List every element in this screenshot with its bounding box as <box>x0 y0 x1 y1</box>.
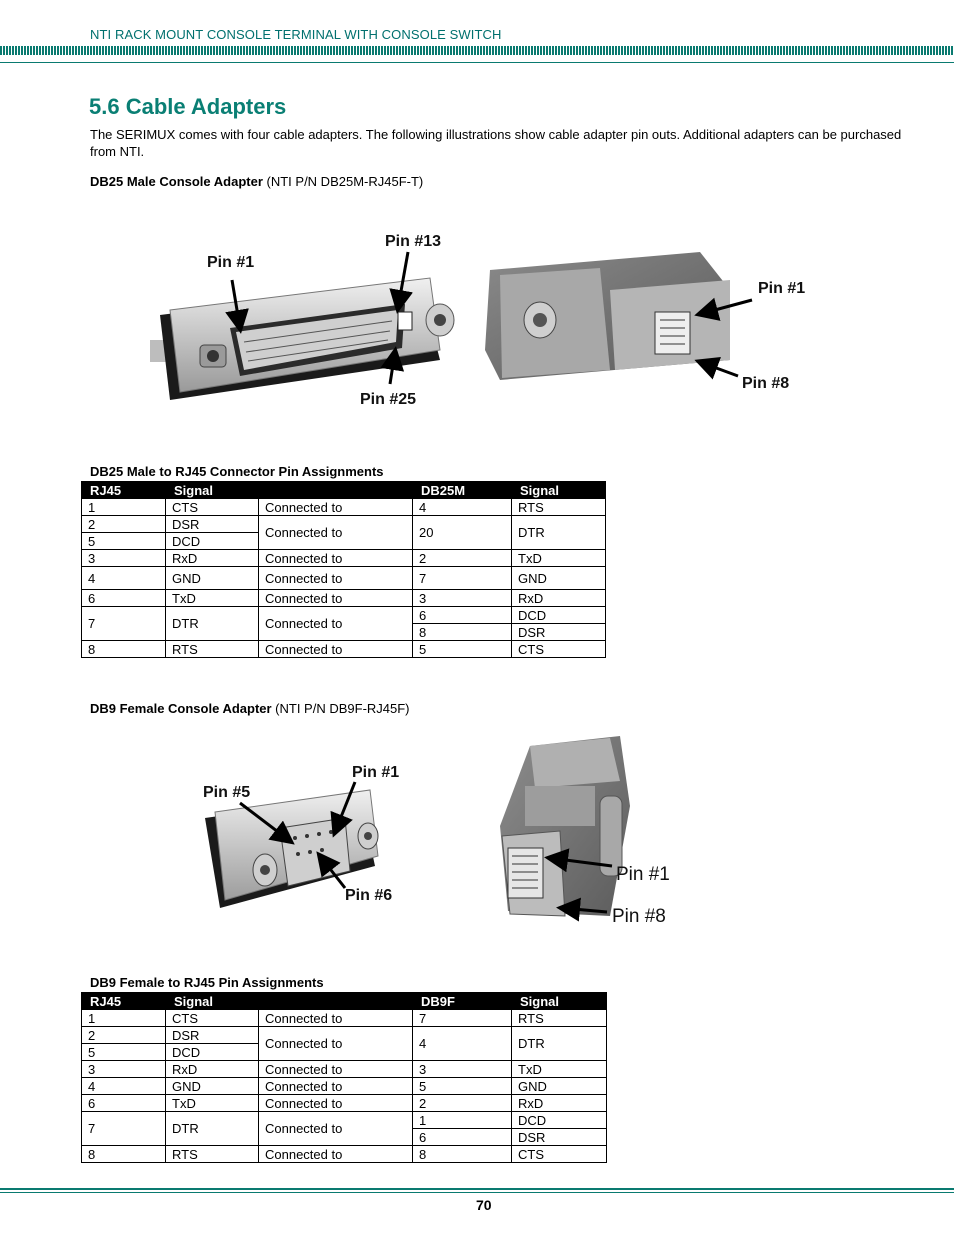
column-header: DB9F <box>413 993 512 1010</box>
table-row <box>82 1010 607 1027</box>
table-cell: 7 <box>413 567 512 590</box>
db25-caption <box>90 174 423 189</box>
column-header: DB25M <box>413 482 512 499</box>
db25-rj45-adapter-body <box>485 252 730 380</box>
table-row <box>82 1146 607 1163</box>
db25-rj45-pin1-label: Pin #1 <box>758 280 806 297</box>
table-cell: 5 <box>413 1078 512 1095</box>
table-cell: 3 <box>413 1061 512 1078</box>
column-header: Signal <box>166 993 259 1010</box>
db9-rj45-adapter-body <box>500 736 630 916</box>
table-cell: 8 <box>82 1146 166 1163</box>
table-cell: 1 <box>82 1010 166 1027</box>
table-cell: TxD <box>166 1095 259 1112</box>
table-cell: DSR <box>166 516 259 533</box>
db9-pin6-label: Pin #6 <box>345 887 393 904</box>
column-header: Signal <box>166 482 259 499</box>
table-cell: 6 <box>82 1095 166 1112</box>
db25-pin1-label: Pin #1 <box>207 254 255 271</box>
table-row <box>82 1027 607 1044</box>
table-row <box>82 641 606 658</box>
table-cell: GND <box>166 567 259 590</box>
table-cell: RxD <box>512 1095 607 1112</box>
table-row <box>82 516 606 533</box>
column-header: Signal <box>512 482 606 499</box>
table-cell: DSR <box>512 624 606 641</box>
table-cell: DCD <box>166 533 259 550</box>
table-cell: 2 <box>413 550 512 567</box>
db25-rj45-pin8-label: Pin #8 <box>742 375 790 392</box>
table-cell: GND <box>512 1078 607 1095</box>
table-cell: DCD <box>512 1112 607 1129</box>
table-cell: 8 <box>413 624 512 641</box>
table-cell: TxD <box>512 550 606 567</box>
table-cell: 1 <box>413 1112 512 1129</box>
table-cell: 3 <box>82 1061 166 1078</box>
table-cell: RxD <box>166 1061 259 1078</box>
table-cell: DCD <box>166 1044 259 1061</box>
table-cell: 5 <box>413 641 512 658</box>
table-cell: Connected to <box>259 1078 413 1095</box>
table-cell: CTS <box>166 1010 259 1027</box>
table-row <box>82 567 606 590</box>
table-cell: RTS <box>166 1146 259 1163</box>
table-row <box>82 1112 607 1129</box>
header-rule <box>0 46 954 55</box>
table-cell: 6 <box>413 607 512 624</box>
table-cell: TxD <box>512 1061 607 1078</box>
table-cell: Connected to <box>259 499 413 516</box>
intro-paragraph: The SERIMUX comes with four cable adapters. The following illustrations show cable adapter pin outs. Additional adapters can be purchased from NTI. <box>90 127 902 159</box>
table-cell: RTS <box>512 499 606 516</box>
table-cell: TxD <box>166 590 259 607</box>
table-cell: DSR <box>166 1027 259 1044</box>
table-cell: Connected to <box>259 1095 413 1112</box>
table-cell: Connected to <box>259 516 413 550</box>
table-row <box>82 607 606 624</box>
table-cell: Connected to <box>259 567 413 590</box>
table-cell: 7 <box>82 1112 166 1146</box>
footer-rule <box>0 1188 954 1190</box>
table-row <box>82 499 606 516</box>
header-rule-thin <box>0 62 954 63</box>
table-cell: 6 <box>82 590 166 607</box>
db25-caption-part: (NTI P/N DB25M-RJ45F-T) <box>262 174 424 189</box>
table-row <box>82 550 606 567</box>
table-cell: Connected to <box>259 1112 413 1146</box>
table-cell: 3 <box>413 590 512 607</box>
table-cell: 5 <box>82 533 166 550</box>
table-cell: 5 <box>82 1044 166 1061</box>
footer-rule-thin <box>0 1192 954 1193</box>
table-cell: 8 <box>82 641 166 658</box>
db25-pin13-label: Pin #13 <box>385 233 442 250</box>
table-header-row <box>82 993 607 1010</box>
table-cell: 20 <box>413 516 512 550</box>
table-row <box>82 1078 607 1095</box>
db9-rj45-pin8-label: Pin #8 <box>612 906 666 927</box>
db25-pin25-label: Pin #25 <box>360 391 417 408</box>
db25-table-title: DB25 Male to RJ45 Connector Pin Assignments <box>90 464 384 479</box>
table-cell: Connected to <box>259 607 413 641</box>
table-cell: DTR <box>512 1027 607 1061</box>
running-header: NTI RACK MOUNT CONSOLE TERMINAL WITH CONSOLE SWITCH <box>90 27 502 42</box>
table-cell: 7 <box>82 607 166 641</box>
section-heading: 5.6 Cable Adapters <box>89 94 287 119</box>
table-cell: DTR <box>166 607 259 641</box>
db25-caption-bold: DB25 Male Console Adapter <box>90 174 263 189</box>
table-cell: RTS <box>166 641 259 658</box>
db9-caption <box>90 701 410 716</box>
table-cell: 7 <box>413 1010 512 1027</box>
db9-caption-part: (NTI P/N DB9F-RJ45F) <box>271 701 410 716</box>
column-header: RJ45 <box>82 482 166 499</box>
table-cell: Connected to <box>259 590 413 607</box>
table-cell: 4 <box>413 499 512 516</box>
table-cell: Connected to <box>259 641 413 658</box>
db9-caption-bold: DB9 Female Console Adapter <box>90 701 272 716</box>
table-cell: 2 <box>413 1095 512 1112</box>
table-cell: 8 <box>413 1146 512 1163</box>
table-cell: Connected to <box>259 1146 413 1163</box>
table-row <box>82 1061 607 1078</box>
table-cell: RxD <box>512 590 606 607</box>
column-header: RJ45 <box>82 993 166 1010</box>
table-cell: CTS <box>512 641 606 658</box>
table-cell: GND <box>512 567 606 590</box>
table-cell: RxD <box>166 550 259 567</box>
page-number: 70 <box>476 1197 492 1213</box>
table-cell: DSR <box>512 1129 607 1146</box>
db9-table-title: DB9 Female to RJ45 Pin Assignments <box>90 975 324 990</box>
db25-adapter-illustration <box>140 220 820 420</box>
db25-male-connector <box>150 278 454 400</box>
db9-rj45-pin1-label: Pin #1 <box>616 864 670 885</box>
table-row <box>82 590 606 607</box>
db9-pin-table <box>81 992 607 1163</box>
table-cell: Connected to <box>259 1010 413 1027</box>
db9-pin1-label: Pin #1 <box>352 764 400 781</box>
table-cell: RTS <box>512 1010 607 1027</box>
table-cell: 4 <box>82 567 166 590</box>
table-cell: 6 <box>413 1129 512 1146</box>
table-cell: GND <box>166 1078 259 1095</box>
column-header <box>259 993 413 1010</box>
db25-pin-table <box>81 481 606 658</box>
column-header: Signal <box>512 993 607 1010</box>
table-cell: DCD <box>512 607 606 624</box>
table-cell: 4 <box>413 1027 512 1061</box>
table-cell: DTR <box>512 516 606 550</box>
table-cell: Connected to <box>259 1027 413 1061</box>
table-cell: 2 <box>82 1027 166 1044</box>
table-cell: DTR <box>166 1112 259 1146</box>
table-cell: 2 <box>82 516 166 533</box>
table-cell: CTS <box>166 499 259 516</box>
table-cell: 3 <box>82 550 166 567</box>
db9-adapter-illustration <box>130 726 710 938</box>
table-cell: 4 <box>82 1078 166 1095</box>
table-row <box>82 1095 607 1112</box>
table-cell: CTS <box>512 1146 607 1163</box>
table-cell: Connected to <box>259 1061 413 1078</box>
db9-pin5-label: Pin #5 <box>203 784 251 801</box>
table-header-row <box>82 482 606 499</box>
table-cell: Connected to <box>259 550 413 567</box>
column-header <box>259 482 413 499</box>
table-cell: 1 <box>82 499 166 516</box>
